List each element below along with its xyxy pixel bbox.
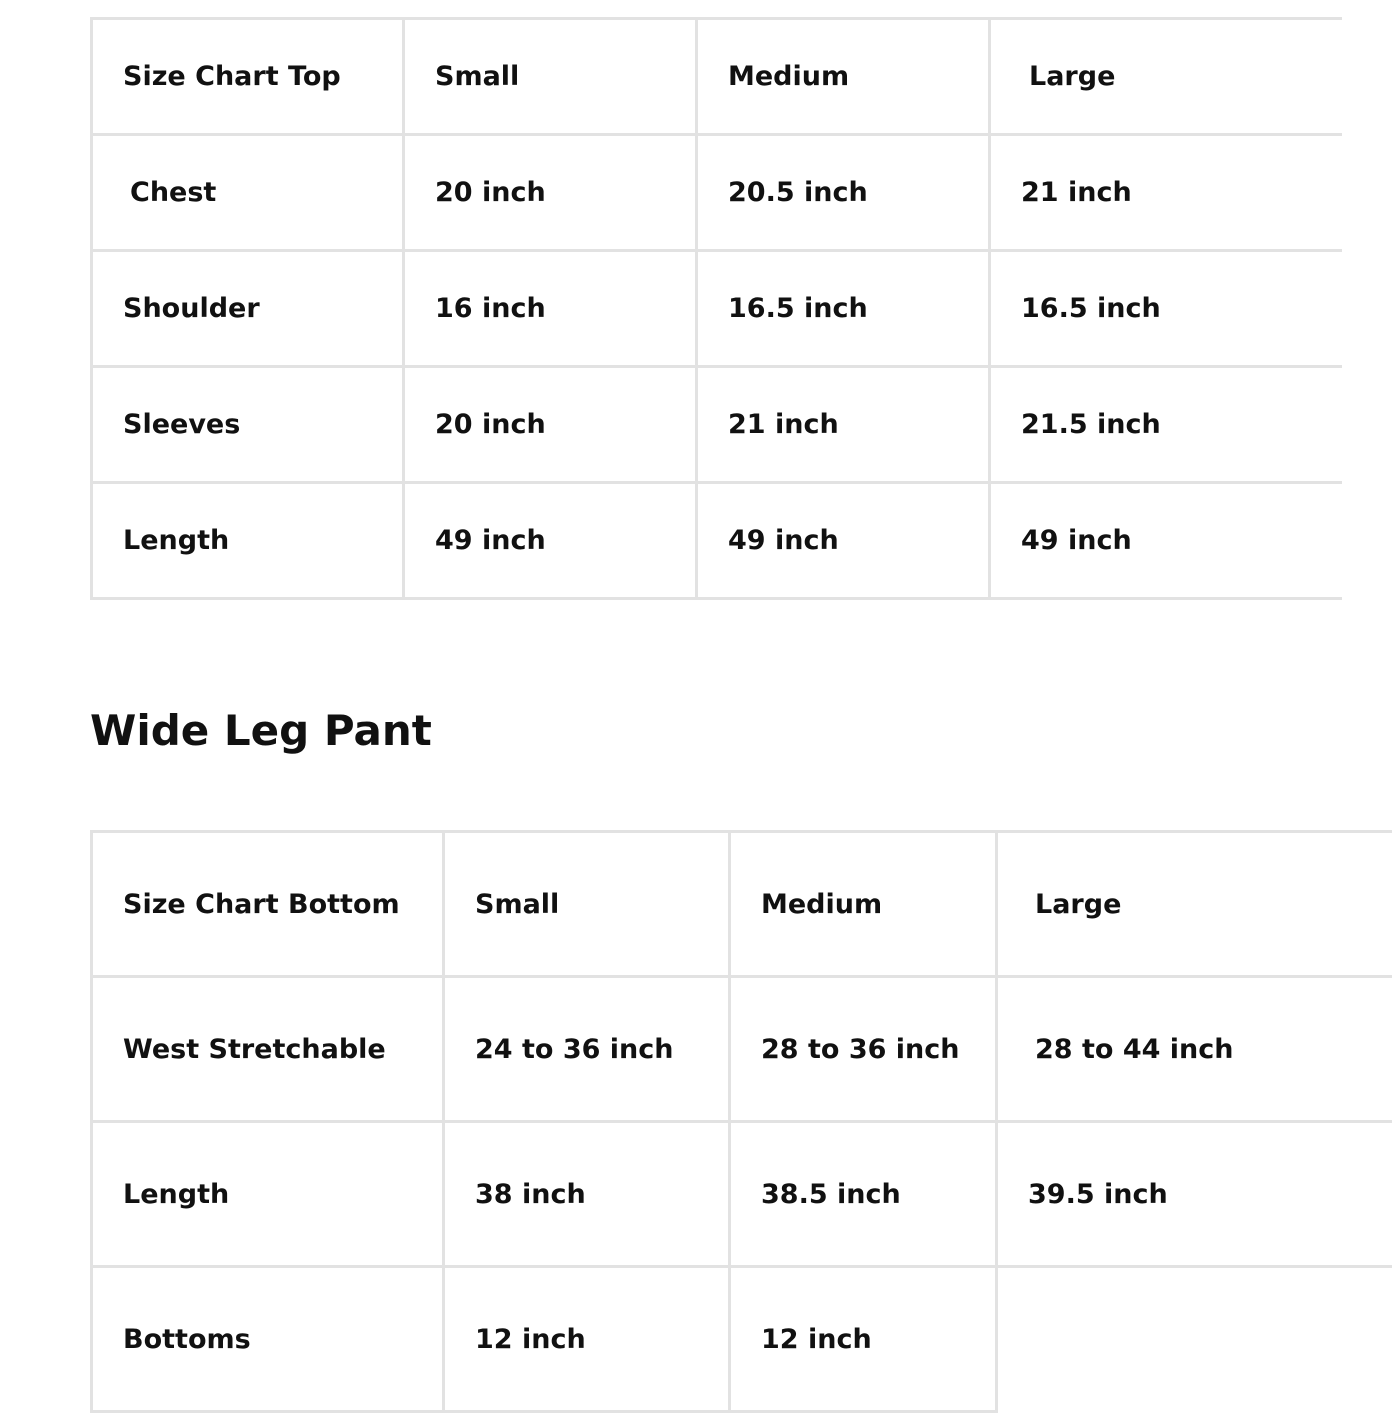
header-cell-label: Size Chart Top xyxy=(92,19,404,135)
table-row xyxy=(92,135,1342,251)
table-header-row xyxy=(92,19,1342,135)
section-heading: Wide Leg Pant xyxy=(90,706,432,755)
value-cell-small: 12 inch xyxy=(444,1267,730,1412)
value-cell-large: 39.5 inch xyxy=(997,1122,1392,1267)
header-cell-small: Small xyxy=(444,832,730,977)
size-chart-top-table xyxy=(90,17,1342,600)
header-cell-large: Large xyxy=(990,19,1342,135)
row-label-cell: Bottoms xyxy=(92,1267,444,1412)
row-label-cell: Length xyxy=(92,1122,444,1267)
table-row xyxy=(92,251,1342,367)
value-cell-small: 20 inch xyxy=(404,135,697,251)
table-row xyxy=(92,977,1392,1122)
value-cell-medium: 21 inch xyxy=(697,367,990,483)
value-cell-medium: 12 inch xyxy=(730,1267,997,1412)
table-row xyxy=(92,483,1342,599)
value-cell-large: 21.5 inch xyxy=(990,367,1342,483)
value-cell-small: 20 inch xyxy=(404,367,697,483)
value-cell-medium: 49 inch xyxy=(697,483,990,599)
table-row xyxy=(92,1267,1392,1412)
table-row xyxy=(92,367,1342,483)
value-cell-medium: 16.5 inch xyxy=(697,251,990,367)
row-label-cell: Shoulder xyxy=(92,251,404,367)
row-label-cell: Chest xyxy=(92,135,404,251)
header-cell-label: Size Chart Bottom xyxy=(92,832,444,977)
table-header-row xyxy=(92,832,1392,977)
value-cell-large: 16.5 inch xyxy=(990,251,1342,367)
size-chart-bottom-table xyxy=(90,830,1392,1413)
value-cell-small: 16 inch xyxy=(404,251,697,367)
empty-cell xyxy=(997,1267,1392,1412)
row-label-cell: West Stretchable xyxy=(92,977,444,1122)
value-cell-small: 38 inch xyxy=(444,1122,730,1267)
header-cell-large: Large xyxy=(997,832,1392,977)
row-label-cell: Length xyxy=(92,483,404,599)
size-chart-bottom-container xyxy=(90,830,1234,1412)
row-label-cell: Sleeves xyxy=(92,367,404,483)
header-cell-medium: Medium xyxy=(697,19,990,135)
value-cell-large: 28 to 44 inch xyxy=(997,977,1392,1122)
value-cell-large: 49 inch xyxy=(990,483,1342,599)
header-cell-small: Small xyxy=(404,19,697,135)
value-cell-medium: 20.5 inch xyxy=(697,135,990,251)
value-cell-medium: 38.5 inch xyxy=(730,1122,997,1267)
value-cell-large: 21 inch xyxy=(990,135,1342,251)
value-cell-medium: 28 to 36 inch xyxy=(730,977,997,1122)
header-cell-medium: Medium xyxy=(730,832,997,977)
size-chart-top-container xyxy=(90,17,1190,598)
table-row xyxy=(92,1122,1392,1267)
value-cell-small: 24 to 36 inch xyxy=(444,977,730,1122)
value-cell-small: 49 inch xyxy=(404,483,697,599)
